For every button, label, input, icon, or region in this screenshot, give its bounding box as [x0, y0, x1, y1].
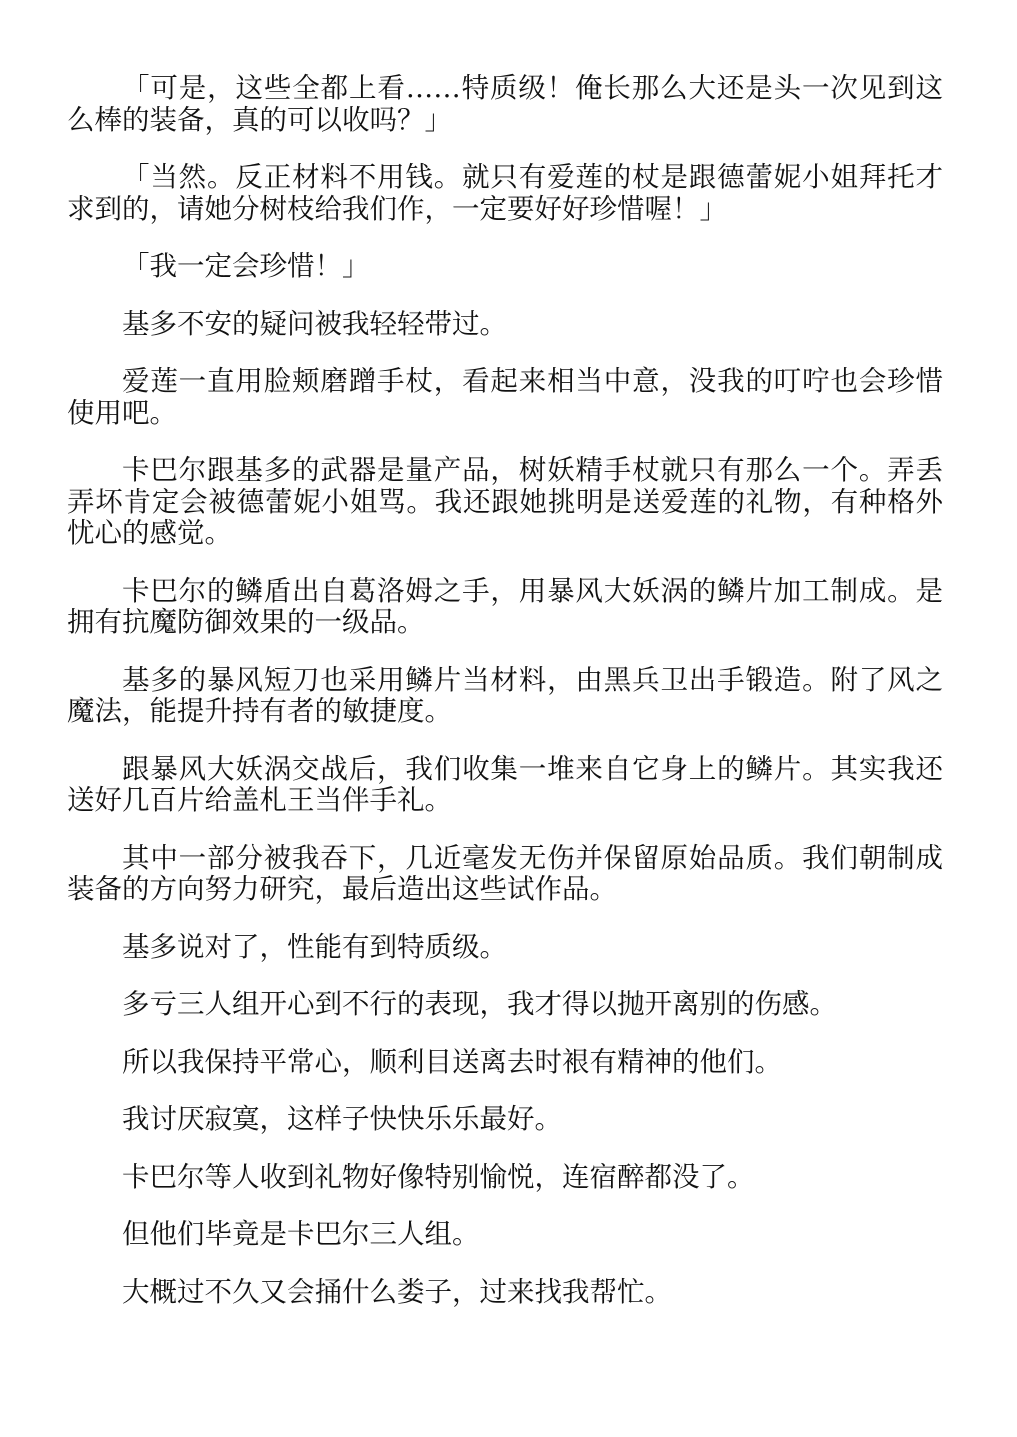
paragraph: 跟暴风大妖涡交战后，我们收集一堆来自它身上的鳞片。其实我还送好几百片给盖札王当伴手礼。	[67, 752, 943, 816]
paragraph: 爱莲一直用脸颊磨蹭手杖，看起来相当中意，没我的叮咛也会珍惜使用吧。	[67, 365, 943, 429]
paragraph: 基多的暴风短刀也采用鳞片当材料，由黑兵卫出手锻造。附了风之魔法，能提升持有者的敏捷度。	[67, 663, 943, 727]
paragraph: 卡巴尔的鳞盾出自葛洛姆之手，用暴风大妖涡的鳞片加工制成。是拥有抗魔防御效果的一级品。	[67, 574, 943, 638]
paragraph: 「我一定会珍惜！」	[122, 250, 370, 282]
paragraph: 但他们毕竟是卡巴尔三人组。	[122, 1218, 480, 1250]
paragraph: 其中一部分被我吞下，几近毫发无伤并保留原始品质。我们朝制成装备的方向努力研究，最后造出这些试作品。	[67, 841, 943, 905]
paragraph: 大概过不久又会捅什么娄子，过来找我帮忙。	[122, 1275, 672, 1308]
paragraph: 「可是，这些全都上看……特质级！俺长那么大还是头一次见到这么棒的装备，真的可以收吗？」	[67, 72, 943, 136]
paragraph: 所以我保持平常心，顺利目送离去时裉有精神的他们。	[122, 1045, 782, 1078]
paragraph: 我讨厌寂寞，这样子快快乐乐最好。	[122, 1103, 562, 1135]
paragraph: 卡巴尔等人收到礼物好像特别愉悦，连宿醉都没了。	[122, 1160, 755, 1193]
paragraph: 「当然。反正材料不用钱。就只有爱莲的杖是跟德蕾妮小姐拜托才求到的，请她分树枝给我们作，一定要好好珍惜喔！」	[67, 161, 943, 225]
paragraph: 多亏三人组开心到不行的表现，我才得以抛开离别的伤感。	[122, 988, 837, 1020]
paragraph: 基多说对了，性能有到特质级。	[122, 930, 507, 963]
paragraph: 基多不安的疑问被我轻轻带过。	[122, 307, 507, 340]
paragraph: 卡巴尔跟基多的武器是量产品，树妖精手杖就只有那么一个。弄丢弄坏肯定会被德蕾妮小姐骂。我还跟她挑明是送爱莲的礼物，有种格外忧心的感觉。	[67, 454, 943, 549]
